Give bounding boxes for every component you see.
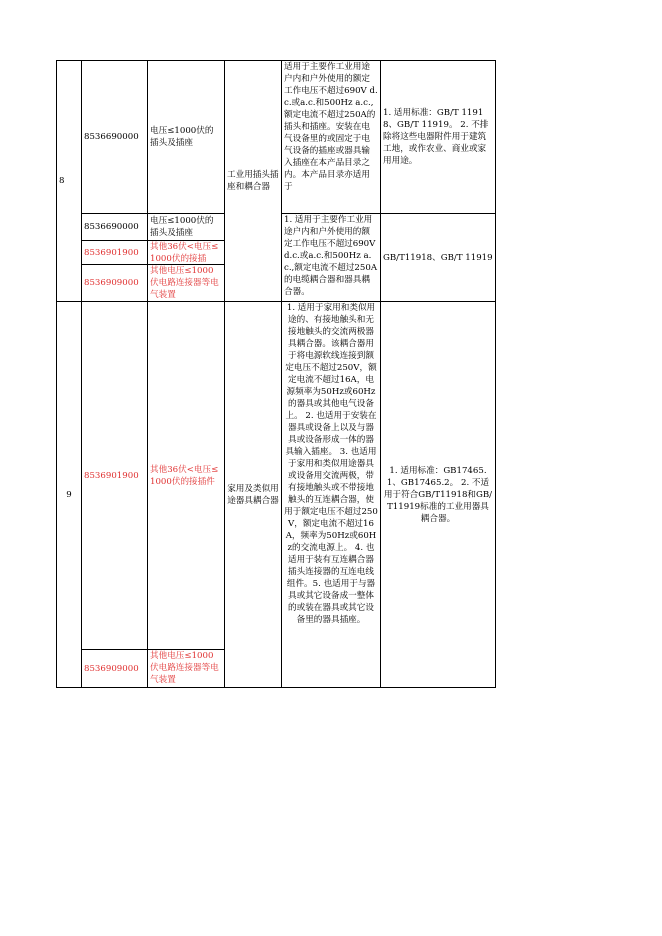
row-8-scope-a: 适用于主要作工业用途户内和户外使用的额定工作电压不超过690V d.c.或a.c.和500Hz a.c.,额定电流不超过250A的插头和插座。安装在电气设备里的或固定于电气设备的插座或器具输入插座在本产品目录之内。本产品目录亦适用于	[284, 62, 378, 192]
standards-table	[56, 60, 496, 688]
row-8-item-3-code: 8536901900	[84, 247, 139, 258]
row-9-item-2-desc: 其他电压≤1000伏电路连接器等电气装置	[150, 651, 219, 685]
row-8-item-2-desc: 电压≤1000伏的插头及插座	[150, 216, 214, 238]
row-8-note-b: GB/T11918、GB/T 11919	[383, 252, 493, 263]
row-9-category: 家用及类似用途器具耦合器	[227, 483, 279, 506]
row-8-item-4-desc: 其他电压≤1000伏电路连接器等电气装置	[150, 266, 219, 300]
row-8-item-3-desc: 其他36伏<电压≤1000伏的接插	[150, 242, 219, 264]
row-8-note-a: 1. 适用标准：GB/T 11918、GB/T 11919。 2. 不排除将这些电器附件用于建筑工地，或作农业、商业或家用用途。	[383, 108, 489, 166]
row-8-scope-b: 1. 适用于主要作工业用途户内和户外使用的额定工作电压不超过690V d.c.或a.c.和500Hz a.c.,额定电流不超过250A的电缆耦合器和器具耦合器。	[284, 215, 378, 297]
row-8-item-4-code: 8536909000	[84, 278, 139, 288]
row-8-item-1-code: 8536690000	[84, 132, 139, 142]
row-9-item-2-code: 8536909000	[84, 663, 139, 674]
row-9-seq: 9	[66, 489, 72, 500]
row-8-seq: 8	[59, 176, 65, 186]
row-9-item-1-desc: 其他36伏<电压≤1000伏的接插件	[150, 464, 219, 487]
row-8-item-2-code: 8536690000	[84, 222, 139, 232]
row-8-category: 工业用插头插座和耦合器	[227, 170, 279, 192]
row-9-note: 1. 适用标准：GB17465.1、GB17465.2。 2. 不适用于符合GB/T11918和GB/T11919标准的工业用器具耦合器。	[383, 465, 493, 524]
row-9-item-1-code: 8536901900	[84, 470, 139, 481]
row-9-scope: 1. 适用于家用和类似用途的、有接地触头和无接地触头的交流两极器具耦合器。该耦合器用于将电源软线连接到额定电压不超过250V，额定电流不超过16A，电源频率为50Hz或60Hz的器具或其他电气设备上。 2. 也适用于安装在器具或设备上以及与器具或设备形成一体的器具输入插座。 3. 也适用于家用和类似用途器具或设备用交流两极，带有接地触头或不带接地触头的互连耦合器，使用于额定电压不超过250V，额定电流不超过16A，频率为50Hz或60Hz的交流电源上。 4. 也适用于装有互连耦合器插头连接器的互连电线组件。5. 也适用于与器具或其它设备成一整体的或装在器具或其它设备里的器具插座。	[284, 303, 378, 625]
row-8-item-1-desc: 电压≤1000伏的插头及插座	[150, 126, 214, 148]
